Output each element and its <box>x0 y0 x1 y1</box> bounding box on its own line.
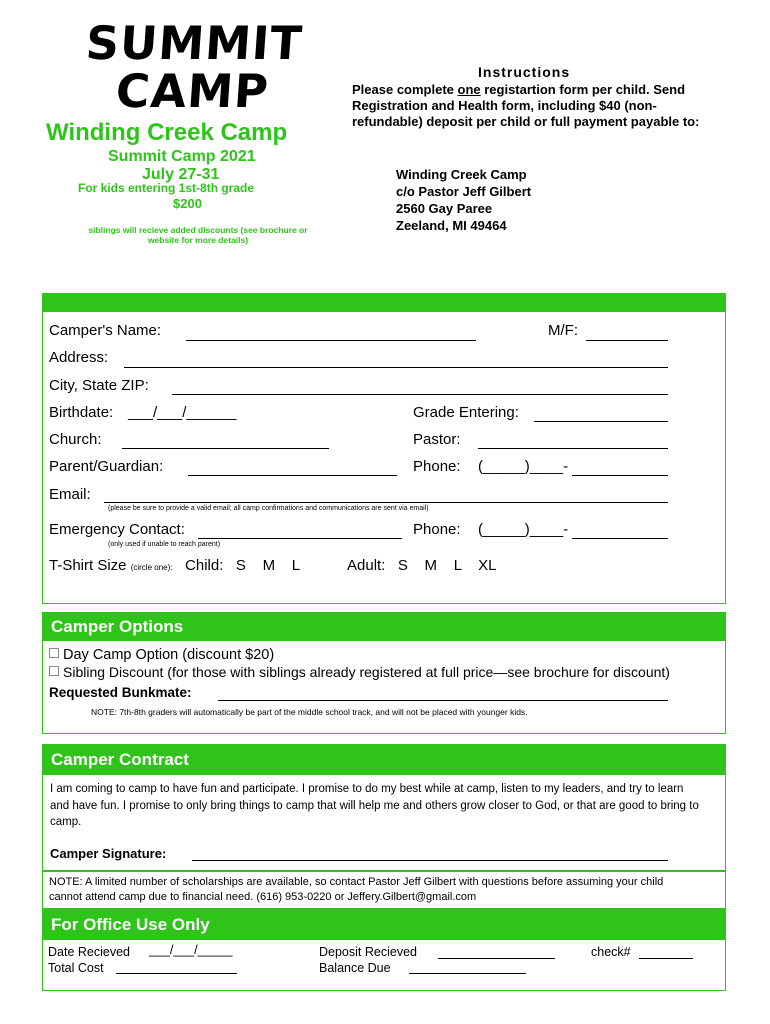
siblings-note: siblings will recieve added discounts (see brochure or website for more details) <box>88 225 308 245</box>
mailing-address <box>396 166 531 234</box>
birthdate-field[interactable]: ___/___/______ <box>128 404 237 421</box>
address-label: Address: <box>49 349 109 366</box>
checkbox[interactable] <box>49 648 59 658</box>
checkbox[interactable] <box>49 666 59 676</box>
mf-label: M/F: <box>548 322 578 339</box>
camper-info-band <box>43 294 725 312</box>
pastor-field[interactable] <box>478 448 668 449</box>
emergency-phone-label: Phone: <box>413 521 461 538</box>
child-sizes[interactable]: S M L <box>235 557 301 574</box>
day-camp-label: Day Camp Option (discount $20) <box>63 647 275 663</box>
scholarship-note: NOTE: A limited number of scholarships are available, so contact Pastor Jeff Gilbert with questions before assuming your child cannot attend camp due to financial need. (616) 953-0220 or Jeffery.Gilbert@gmail.com <box>49 876 664 903</box>
logo-camp: CAMP <box>114 64 271 118</box>
mf-field[interactable] <box>586 340 668 341</box>
grade-range: For kids entering 1st-8th grade <box>78 181 255 195</box>
total-cost-field[interactable] <box>116 973 237 974</box>
grade-label: Grade Entering: <box>413 404 519 421</box>
church-label: Church: <box>49 431 102 448</box>
balance-due-label: Balance Due <box>319 961 391 975</box>
check-label: check# <box>591 945 631 959</box>
email-field[interactable] <box>104 502 668 503</box>
tshirt-label: T-Shirt Size <box>49 557 127 574</box>
emergency-note: (only used if unable to reach parent) <box>108 541 221 548</box>
signature-field[interactable] <box>192 860 668 861</box>
camper-options-title: Camper Options <box>43 613 725 641</box>
phone-label: Phone: <box>413 458 461 475</box>
event-dates: July 27-31 <box>142 166 220 183</box>
options-note: NOTE: 7th-8th graders will automatically be part of the middle school track, and will not be placed with younger kids. <box>91 707 528 717</box>
sibling-option[interactable] <box>49 664 670 680</box>
signature-label: Camper Signature: <box>50 846 167 861</box>
instructions-title: Instructions <box>478 64 571 80</box>
date-received-label: Date Recieved <box>48 945 130 959</box>
adult-label: Adult: <box>347 557 386 574</box>
date-received-field[interactable]: ___/___/_____ <box>149 943 233 957</box>
adult-row <box>347 557 497 574</box>
phone-field[interactable]: (_____)____- <box>478 458 569 475</box>
address-field[interactable] <box>124 367 668 368</box>
parent-label: Parent/Guardian: <box>49 458 164 475</box>
pastor-label: Pastor: <box>413 431 461 448</box>
emergency-phone-field[interactable]: (_____)____- <box>478 521 569 538</box>
emergency-field[interactable] <box>198 538 402 539</box>
address-line: Zeeland, MI 49464 <box>396 218 507 233</box>
emergency-label: Emergency Contact: <box>49 521 185 538</box>
child-label: Child: <box>185 557 224 574</box>
address-line: Winding Creek Camp <box>396 167 527 182</box>
deposit-received-label: Deposit Recieved <box>319 945 417 959</box>
logo-summit: SUMMIT <box>84 16 305 70</box>
address-line: c/o Pastor Jeff Gilbert <box>396 184 532 199</box>
contract-text: I am coming to camp to have fun and participate. I promise to do my best while at camp, listen to my leaders, and try to learn and have fun. I promise to only bring things to camp that will help me and others grow closer to God, or that are good to bring to camp. <box>50 783 699 828</box>
adult-sizes[interactable]: S M L XL <box>397 557 497 574</box>
parent-field[interactable] <box>188 475 397 476</box>
total-cost-label: Total Cost <box>48 961 104 975</box>
camp-name: Winding Creek Camp <box>46 119 288 146</box>
bunkmate-label: Requested Bunkmate: <box>49 685 192 700</box>
city-label: City, State ZIP: <box>49 377 149 394</box>
office-title: For Office Use Only <box>43 910 725 940</box>
phone-field-end[interactable] <box>572 475 668 476</box>
price: $200 <box>173 196 202 211</box>
campers-name-label: Camper's Name: <box>49 322 162 339</box>
instructions-body: Please complete one registartion form per child. Send Registration and Health form, including $40 (non-refundable) deposit per child or full payment payable to: <box>352 82 700 129</box>
day-camp-option[interactable] <box>49 647 274 663</box>
event-name: Summit Camp 2021 <box>108 148 256 165</box>
deposit-field[interactable] <box>438 958 555 959</box>
tshirt-row <box>49 557 300 574</box>
church-field[interactable] <box>122 448 329 449</box>
email-label: Email: <box>49 486 91 503</box>
tshirt-note: (circle one): <box>130 563 173 572</box>
address-line: 2560 Gay Paree <box>396 201 493 216</box>
check-field[interactable] <box>639 958 693 959</box>
city-field[interactable] <box>172 394 668 395</box>
email-note: (please be sure to provide a valid email; all camp confirmations and communications are sent via email) <box>108 505 429 512</box>
emergency-phone-field-end[interactable] <box>572 538 668 539</box>
sibling-label: Sibling Discount (for those with siblings already registered at full price—see brochure for discount) <box>63 664 670 680</box>
bunkmate-field[interactable] <box>218 700 668 701</box>
balance-field[interactable] <box>409 973 526 974</box>
campers-name-field[interactable] <box>186 340 476 341</box>
grade-field[interactable] <box>534 421 668 422</box>
camper-contract-title: Camper Contract <box>43 745 725 775</box>
birthdate-label: Birthdate: <box>49 404 114 421</box>
